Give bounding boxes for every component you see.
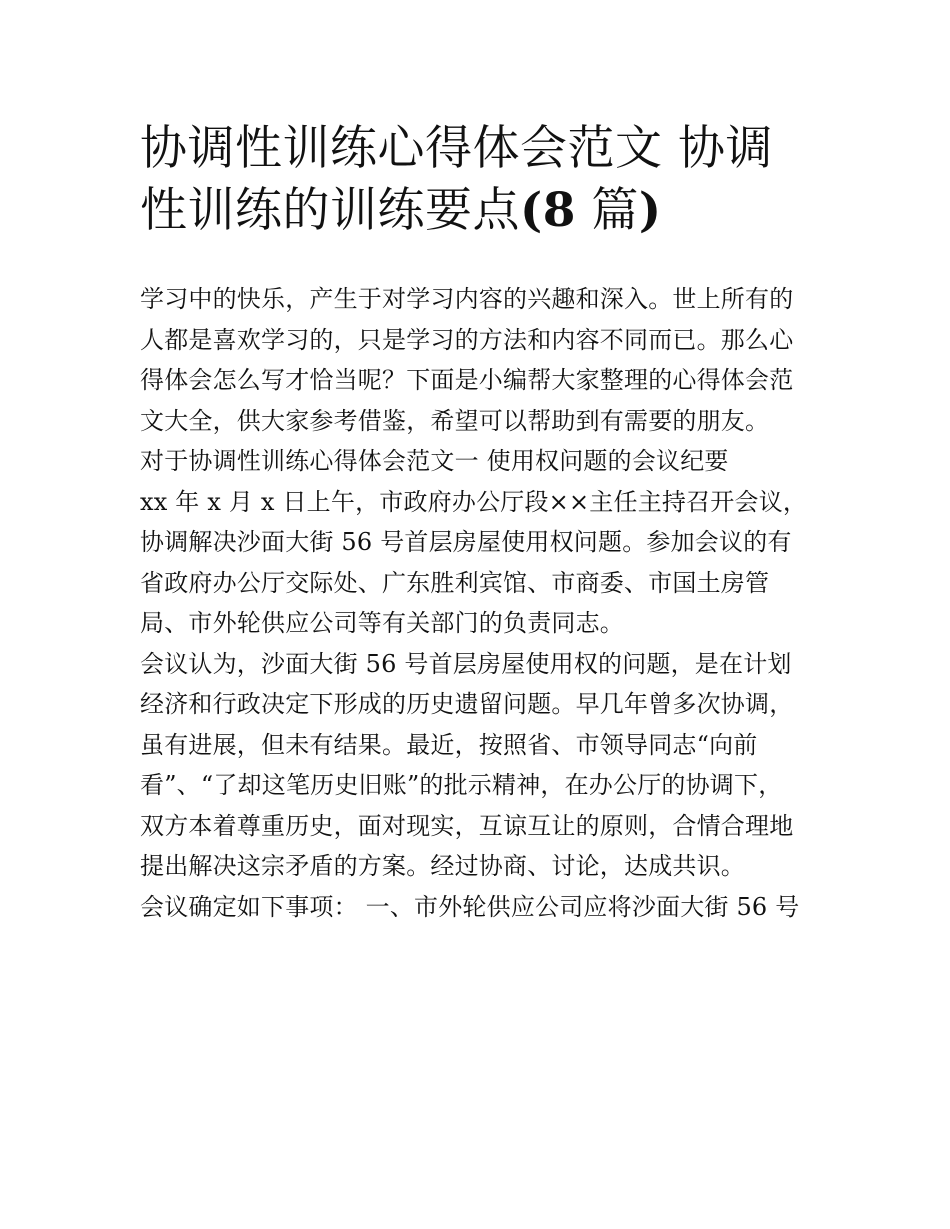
text-line: 局、市外轮供应公司等有关部门的负责同志。: [140, 609, 624, 637]
text-line: 会议认为，沙面大街 56 号首层房屋使用权的问题，是在计划: [140, 649, 792, 678]
text-line: 学习中的快乐，产生于对学习内容的兴趣和深入。世上所有的: [140, 285, 794, 313]
title-count-close: ): [638, 183, 662, 238]
title-line-2-prefix: 性训练的训练要点: [140, 183, 520, 238]
paragraph-meeting-opening: [140, 482, 830, 644]
paragraph-meeting-items: [140, 887, 830, 928]
text-line: 人都是喜欢学习的，只是学习的方法和内容不同而已。那么心: [140, 325, 794, 354]
title-line-2: [140, 180, 830, 242]
title-count-unit: 篇: [575, 183, 639, 238]
text-line: 文大全，供大家参考借鉴，希望可以帮助到有需要的朋友。: [140, 406, 770, 435]
text-line: 协调解决沙面大街 56 号首层房屋使用权问题。参加会议的有: [140, 528, 792, 556]
title-count-open: (8: [520, 183, 576, 238]
paragraph-section-heading: [140, 441, 830, 482]
text-line: 双方本着尊重历史，面对现实，互谅互让的原则，合情合理地: [140, 811, 794, 840]
paragraph-intro: [140, 279, 830, 441]
document-title: [140, 118, 830, 242]
paragraph-meeting-view: [140, 644, 830, 887]
text-line: 虽有进展，但未有结果。最近，按照省、市领导同志“向前: [140, 730, 758, 759]
text-line: 省政府办公厅交际处、广东胜利宾馆、市商委、市国土房管: [140, 568, 770, 597]
section-heading: 对于协调性训练心得体会范文一 使用权问题的会议纪要: [140, 447, 729, 475]
text-line: 得体会怎么写才恰当呢？下面是小编帮大家整理的心得体会范: [140, 366, 794, 394]
text-line: 看”、“了却这笔历史旧账”的批示精神，在办公厅的协调下，: [140, 771, 783, 799]
text-line: 会议确定如下事项： 一、市外轮供应公司应将沙面大街 56 号: [140, 892, 800, 921]
text-line: 经济和行政决定下形成的历史遗留问题。早几年曾多次协调，: [140, 690, 794, 718]
document-body: [140, 279, 830, 927]
text-line: xx 年 x 月 x 日上午，市政府办公厅段××主任主持召开会议，: [140, 487, 808, 516]
title-line-1: 协调性训练心得体会范文 协调: [140, 121, 773, 176]
text-line: 提出解决这宗矛盾的方案。经过协商、讨论，达成共识。: [140, 852, 745, 880]
